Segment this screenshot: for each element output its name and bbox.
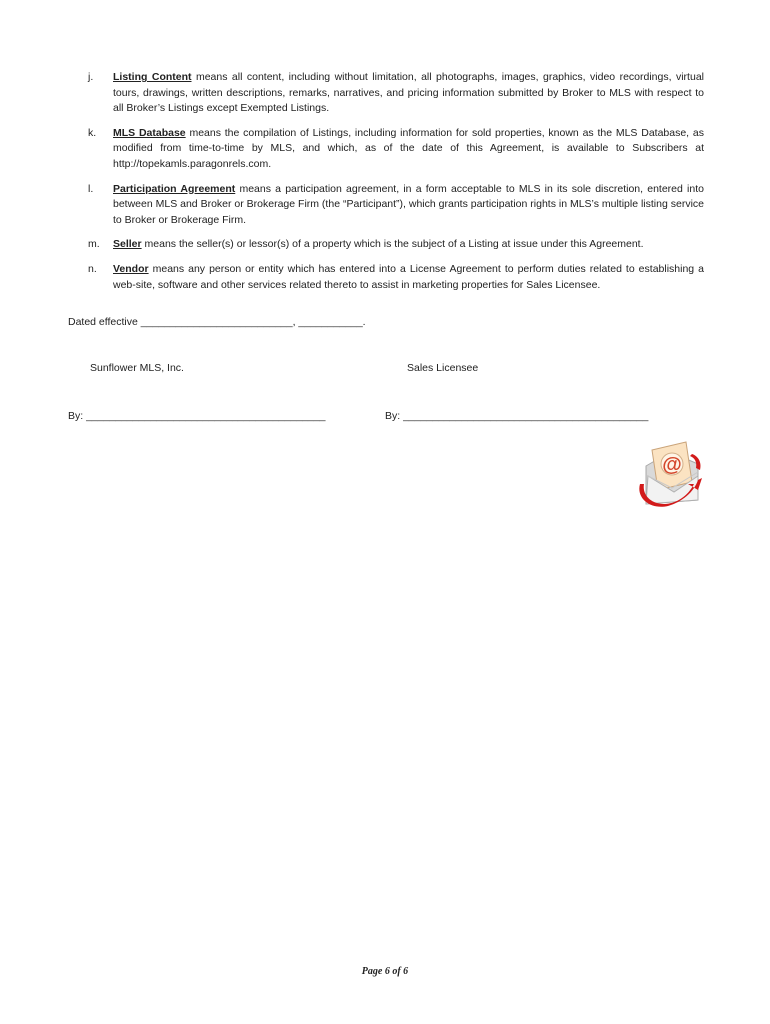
- definition-item: [68, 126, 704, 173]
- dated-effective-line: Dated effective __________________________, ___________.: [68, 316, 366, 328]
- definition-item: [68, 237, 704, 253]
- definition-body: [113, 237, 704, 253]
- party-name-sunflower: Sunflower MLS, Inc.: [90, 362, 184, 374]
- definition-text: means a participation agreement, in a form acceptable to MLS in its sole discretion, entered into between MLS and Broker or Brokerage Firm (the “Participant”), which grants participation rights in MLS’s multiple listing service to Broker or Brokerage Firm.: [113, 182, 704, 226]
- definition-letter: n.: [88, 262, 97, 275]
- definition-letter: m.: [88, 238, 100, 251]
- definition-item: [68, 182, 704, 229]
- definition-item: [68, 262, 704, 293]
- definition-term: Participation Agreement: [113, 182, 236, 195]
- definition-item: [68, 70, 704, 117]
- definition-text: means any person or entity which has entered into a License Agreement to perform duties related to establishing a web-site, software and other services related thereto to assist in marketing properties for Sales Licensee.: [113, 262, 704, 291]
- definition-text: means the compilation of Listings, including information for sold properties, known as the MLS Database, as modified from time-to-time by MLS, and which, as of the date of this Agreement, is available to Subscribers at http://topekamls.paragonrels.com.: [113, 126, 704, 170]
- definition-letter: j.: [88, 71, 94, 83]
- definition-term: MLS Database: [113, 126, 186, 139]
- definition-term: Listing Content: [113, 71, 192, 83]
- signature-line-right: By: __________________________________________: [385, 410, 649, 422]
- definition-letter: k.: [88, 126, 97, 139]
- definition-term: Vendor: [113, 262, 149, 275]
- definition-text: means the seller(s) or lessor(s) of a property which is the subject of a Listing at issue under this Agreement.: [141, 238, 644, 251]
- definition-body: [113, 262, 704, 293]
- definition-term: Seller: [113, 238, 142, 251]
- definition-body: [113, 70, 704, 117]
- definition-letter: l.: [88, 182, 94, 195]
- signature-line-left: By: _________________________________________: [68, 410, 326, 422]
- email-at-envelope-icon: [636, 440, 704, 514]
- definitions-list: [68, 70, 704, 302]
- party-name-sales-licensee: Sales Licensee: [407, 362, 479, 374]
- svg-text:@: @: [662, 454, 682, 476]
- definition-body: [113, 126, 704, 173]
- page-footer: Page 6 of 6: [361, 966, 409, 977]
- definition-body: [113, 182, 704, 229]
- definition-text: means all content, including without limitation, all photographs, images, graphics, video recordings, virtual tours, drawings, written descriptions, remarks, narratives, and pricing information submitted by Broker to MLS with respect to all Broker’s Listings except Exempted Listings.: [113, 71, 704, 115]
